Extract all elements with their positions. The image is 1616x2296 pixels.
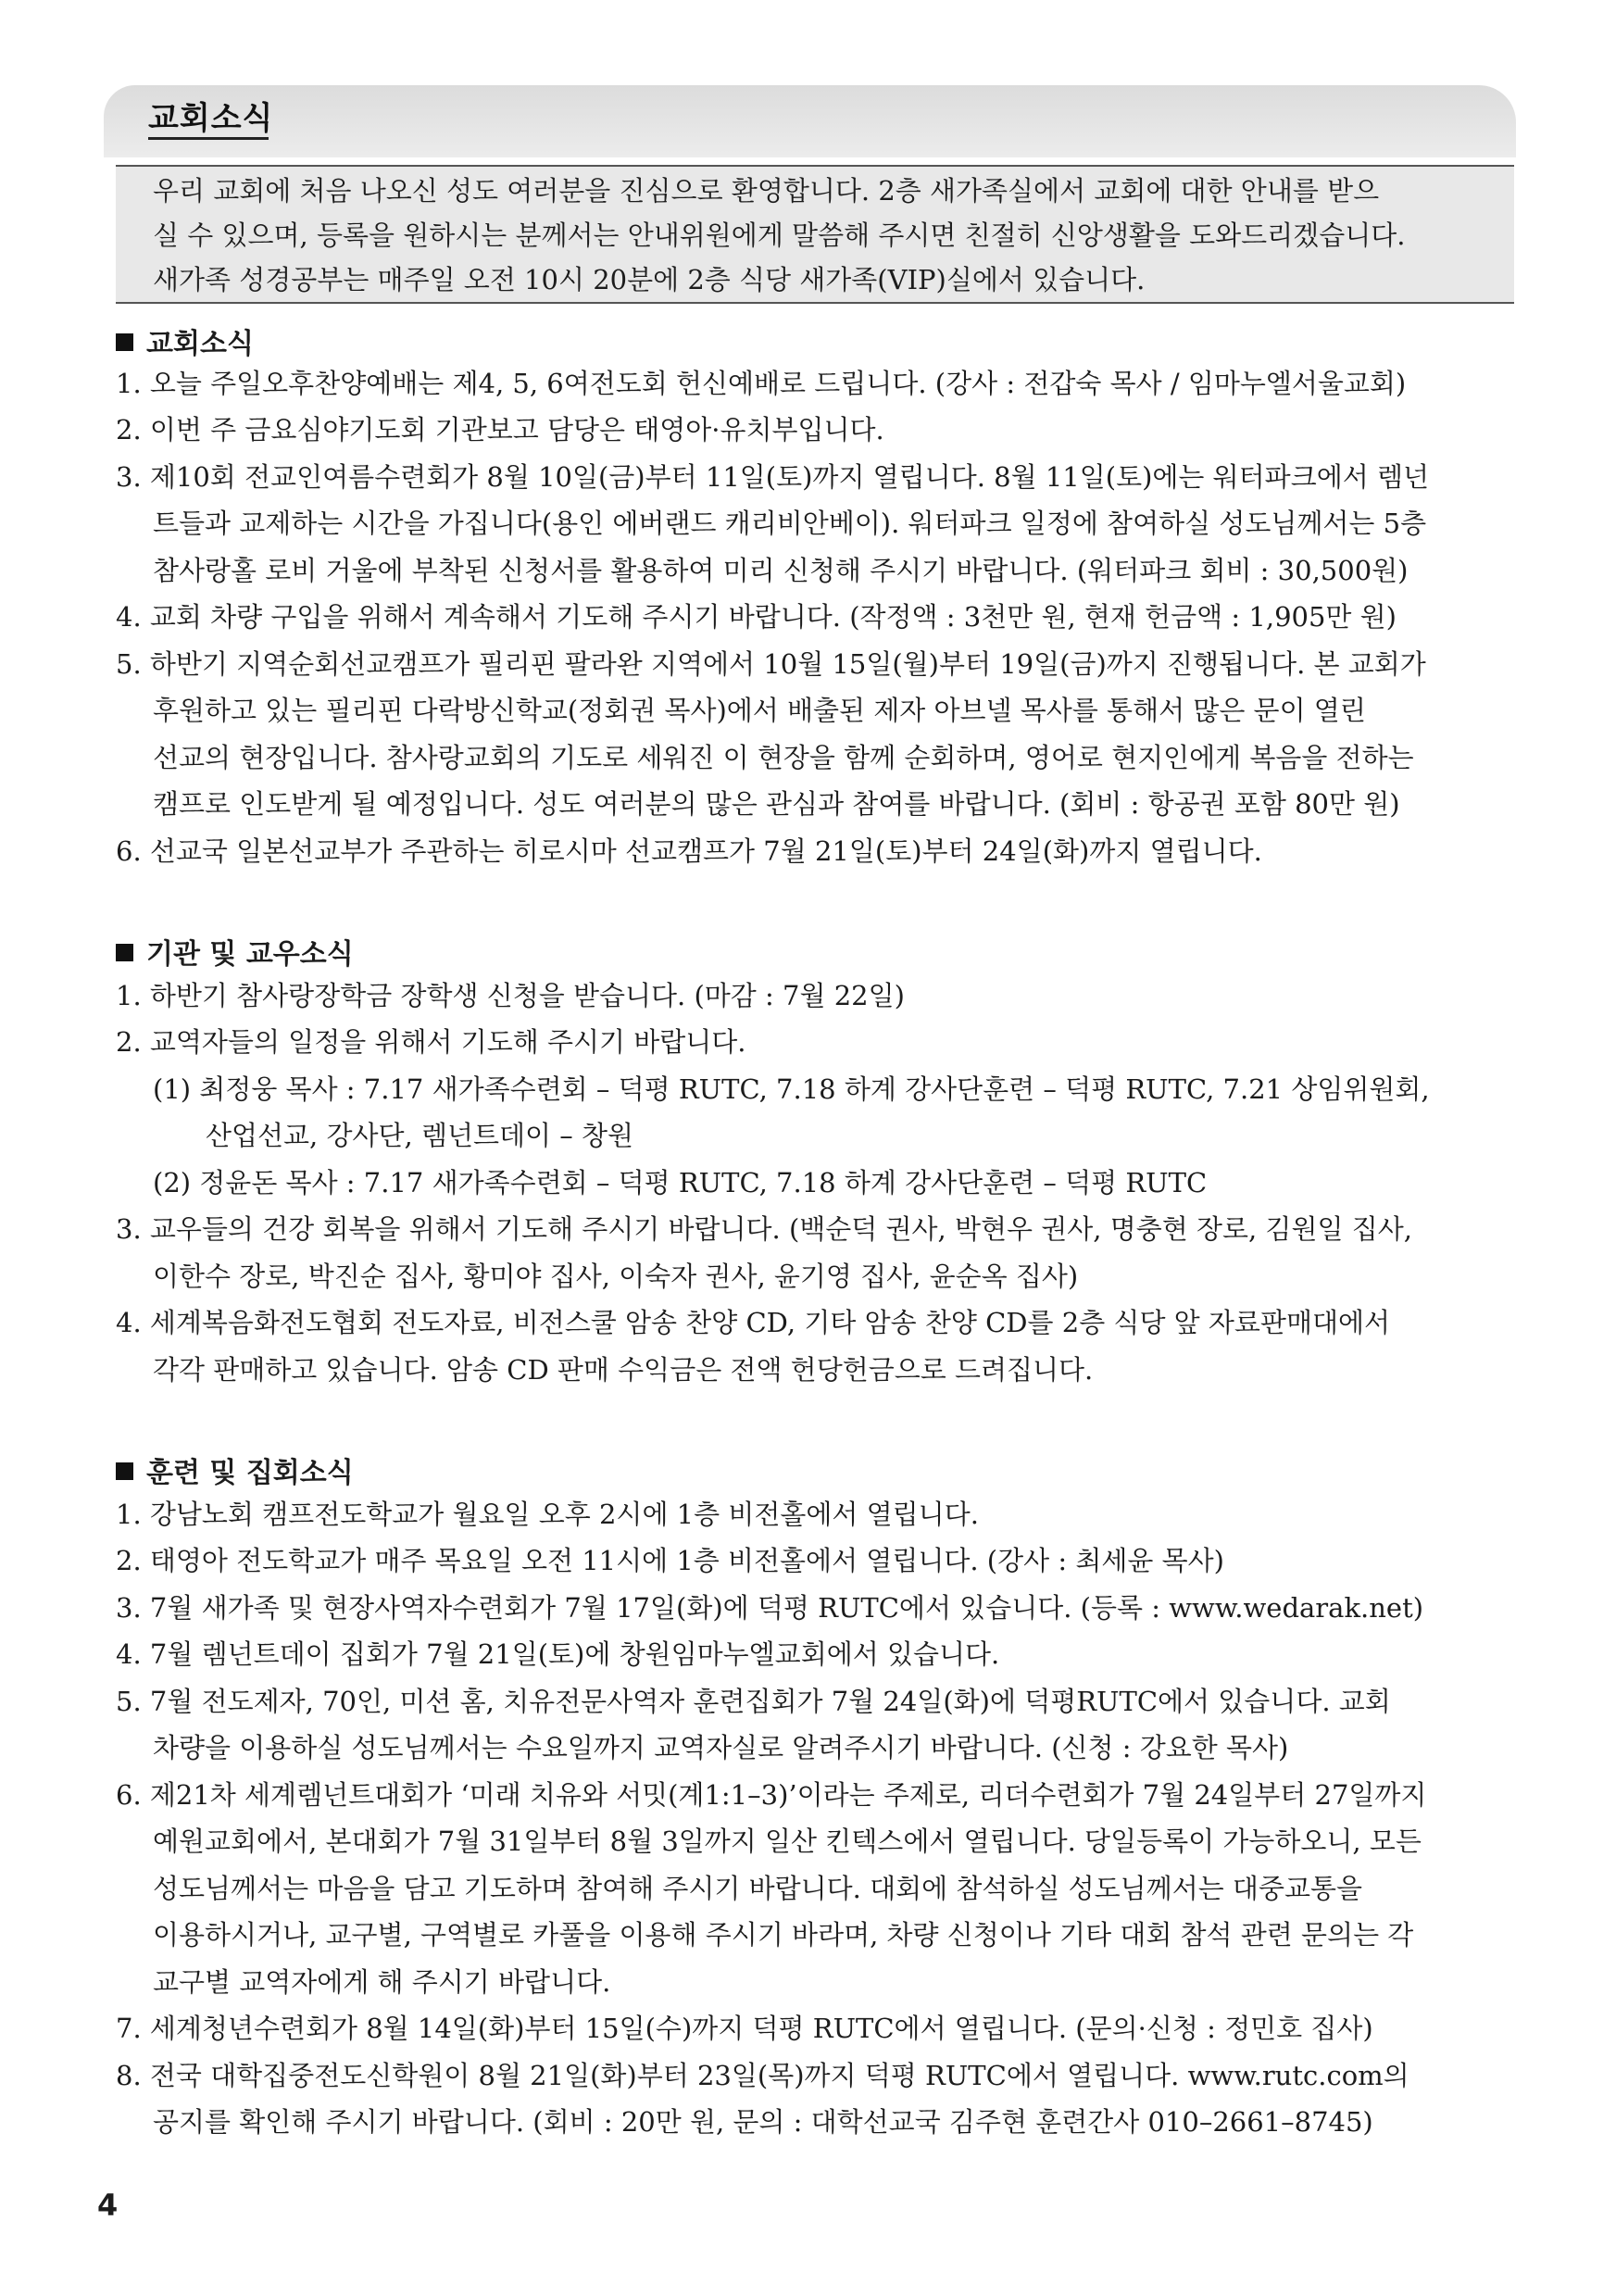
title-underline [148,137,269,140]
list-item-continued: 교구별 교역자에게 해 주시기 바랍니다. [153,1966,611,1998]
list-subitem: (1) 최정웅 목사 : 7.17 새가족수련회 – 덕평 RUTC, 7.18 하계 강사단훈련 – 덕평 RUTC, 7.21 상임위원회, [153,1073,1430,1105]
list-item-continued: 예원교회에서, 본대회가 7월 31일부터 8월 3일까지 일산 킨텍스에서 열립니다. 당일등록이 가능하오니, 모든 [153,1826,1422,1857]
list-item: 4. 교회 차량 구입을 위해서 계속해서 기도해 주시기 바랍니다. (작정액 : 3천만 원, 현재 헌금액 : 1,905만 원) [116,601,1397,633]
square-bullet-icon [116,944,133,961]
welcome-line: 우리 교회에 처음 나오신 성도 여러분을 진심으로 환영합니다. 2층 새가족실에서 교회에 대한 안내를 받으 [153,175,1380,207]
welcome-line: 새가족 성경공부는 매주일 오전 10시 20분에 2층 식당 새가족(VIP)실에서 있습니다. [153,264,1146,295]
list-item: 7. 세계청년수련회가 8월 14일(화)부터 15일(수)까지 덕평 RUTC에서 열립니다. (문의·신청 : 정민호 집사) [116,2013,1373,2044]
header-tab-bar [104,85,1516,157]
square-bullet-icon [116,1462,133,1480]
list-item-continued: 트들과 교제하는 시간을 가집니다(용인 에버랜드 캐리비안베이). 워터파크 일정에 참여하실 성도님께서는 5층 [153,508,1427,539]
square-bullet-icon [116,333,133,351]
list-item: 2. 이번 주 금요심야기도회 기관보고 담당은 태영아·유치부입니다. [116,414,884,445]
list-item-continued: 각각 판매하고 있습니다. 암송 CD 판매 수익금은 전액 헌당헌금으로 드려집니다. [153,1354,1094,1386]
section-heading-training-news: 훈련 및 집회소식 [116,1449,354,1490]
page-number: 4 [97,2188,119,2223]
section-heading-organization-news: 기관 및 교우소식 [116,931,354,972]
list-item-continued: 선교의 현장입니다. 참사랑교회의 기도로 세워진 이 현장을 함께 순회하며, 영어로 현지인에게 복음을 전하는 [153,742,1414,773]
list-subitem-continued: 산업선교, 강사단, 렘넌트데이 – 창원 [206,1120,634,1151]
list-item: 4. 7월 렘넌트데이 집회가 7월 21일(토)에 창원임마누엘교회에서 있습니다. [116,1638,1000,1670]
list-subitem: (2) 정윤돈 목사 : 7.17 새가족수련회 – 덕평 RUTC, 7.18 하계 강사단훈련 – 덕평 RUTC [153,1167,1208,1198]
list-item: 6. 선교국 일본선교부가 주관하는 히로시마 선교캠프가 7월 21일(토)부터 24일(화)까지 열립니다. [116,835,1262,867]
list-item: 1. 하반기 참사랑장학금 장학생 신청을 받습니다. (마감 : 7월 22일) [116,980,905,1011]
list-item: 2. 태영아 전도학교가 매주 목요일 오전 11시에 1층 비전홀에서 열립니다. (강사 : 최세윤 목사) [116,1545,1224,1576]
section-heading-church-news: 교회소식 [116,320,254,361]
list-item-continued: 공지를 확인해 주시기 바랍니다. (회비 : 20만 원, 문의 : 대학선교국 김주현 훈련간사 010–2661–8745) [153,2106,1373,2138]
list-item-continued: 이용하시거나, 교구별, 구역별로 카풀을 이용해 주시기 바라며, 차량 신청이나 기타 대회 참석 관련 문의는 각 [153,1919,1414,1951]
list-item-continued: 성도님께서는 마음을 담고 기도하며 참여해 주시기 바랍니다. 대회에 참석하실 성도님께서는 대중교통을 [153,1873,1363,1904]
list-item: 3. 7월 새가족 및 현장사역자수련회가 7월 17일(화)에 덕평 RUTC에서 있습니다. (등록 : www.wedarak.net) [116,1592,1424,1624]
list-item: 6. 제21차 세계렘넌트대회가 ‘미래 치유와 서밋(계1:1–3)’이라는 주제로, 리더수련회가 7월 24일부터 27일까지 [116,1779,1427,1811]
list-item: 5. 7월 전도제자, 70인, 미션 홈, 치유전문사역자 훈련집회가 7월 24일(화)에 덕평RUTC에서 있습니다. 교회 [116,1686,1391,1717]
list-item-continued: 참사랑홀 로비 거울에 부착된 신청서를 활용하여 미리 신청해 주시기 바랍니다. (워터파크 회비 : 30,500원) [153,555,1409,586]
list-item: 8. 전국 대학집중전도신학원이 8월 21일(화)부터 23일(목)까지 덕평 RUTC에서 열립니다. www.rutc.com의 [116,2060,1409,2091]
page-title: 교회소식 [148,100,274,137]
list-item-continued: 이한수 장로, 박진순 집사, 황미야 집사, 이숙자 권사, 윤기영 집사, 윤순옥 집사) [153,1261,1079,1292]
list-item-continued: 캠프로 인도받게 될 예정입니다. 성도 여러분의 많은 관심과 참여를 바랍니다. (회비 : 항공권 포함 80만 원) [153,788,1400,820]
list-item: 5. 하반기 지역순회선교캠프가 필리핀 팔라완 지역에서 10월 15일(월)부터 19일(금)까지 진행됩니다. 본 교회가 [116,648,1426,680]
list-item: 1. 강남노회 캠프전도학교가 월요일 오후 2시에 1층 비전홀에서 열립니다. [116,1499,979,1530]
list-item-continued: 차량을 이용하실 성도님께서는 수요일까지 교역자실로 알려주시기 바랍니다. (신청 : 강요한 목사) [153,1732,1289,1763]
list-item: 3. 제10회 전교인여름수련회가 8월 10일(금)부터 11일(토)까지 열립니다. 8월 11일(토)에는 워터파크에서 렘넌 [116,461,1429,493]
list-item: 1. 오늘 주일오후찬양예배는 제4, 5, 6여전도회 헌신예배로 드립니다. (강사 : 전갑숙 목사 / 임마누엘서울교회) [116,368,1407,399]
list-item: 3. 교우들의 건강 회복을 위해서 기도해 주시기 바랍니다. (백순덕 권사, 박현우 권사, 명충현 장로, 김원일 집사, [116,1213,1412,1245]
list-item: 4. 세계복음화전도협회 전도자료, 비전스쿨 암송 찬양 CD, 기타 암송 찬양 CD를 2층 식당 앞 자료판매대에서 [116,1307,1391,1338]
list-item: 2. 교역자들의 일정을 위해서 기도해 주시기 바랍니다. [116,1026,746,1058]
welcome-line: 실 수 있으며, 등록을 원하시는 분께서는 안내위원에게 말씀해 주시면 친절히 신앙생활을 도와드리겠습니다. [153,220,1406,251]
list-item-continued: 후원하고 있는 필리핀 다락방신학교(정회권 목사)에서 배출된 제자 아브넬 목사를 통해서 많은 문이 열린 [153,695,1366,726]
